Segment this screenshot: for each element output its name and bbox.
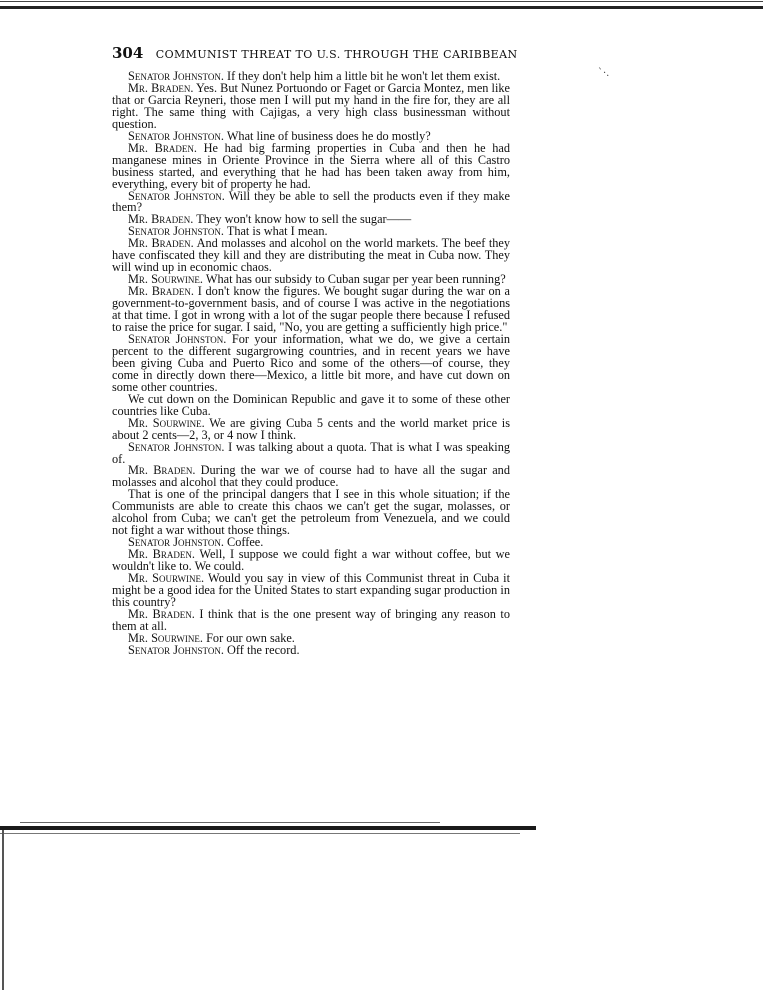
paragraph: [112, 549, 510, 573]
speech: For our own sake.: [206, 630, 295, 645]
paragraph: [112, 331, 511, 394]
speech: Will they be able to sell the products even if they make them?: [112, 188, 510, 215]
speech: They won't know how to sell the sugar——: [196, 212, 412, 227]
speaker: Senator Johnston.: [128, 188, 225, 203]
paragraph: [112, 642, 510, 657]
transcript-body: [112, 71, 510, 657]
speech: We cut down on the Dominican Republic and gave it to some of these other countries like Cuba.: [112, 391, 510, 418]
top-scan-line: [0, 1, 763, 2]
speech: Yes. But Nunez Portuondo or Faget or Garcia Montez, men like that or Garcia Reyneri, those men I will put my hand in the fire for, they are all right. The same thing with Cajigas, a very high class businessman without question.: [112, 80, 510, 131]
speaker: Mr. Braden.: [128, 463, 196, 478]
speech: During the war we of course had to have all the sugar and molasses and alcohol that they could produce.: [112, 463, 510, 490]
speech: What line of business does he do mostly?: [226, 128, 431, 143]
page-edge-shadow: [2, 830, 4, 990]
speech: Would you say in view of this Communist threat in Cuba it might be a good idea for the United States to start expanding sugar production in this country?: [112, 571, 511, 609]
top-border-rule: [0, 6, 763, 9]
paragraph: [112, 465, 510, 489]
paragraph: [112, 415, 511, 442]
speech: Off the record.: [227, 642, 300, 657]
speech: He had big farming properties in Cuba and then he had manganese mines in Oriente Province in the Sierra where all of this Castro business started, and everything that he had has been taken away from him, everything, every bit of property he had.: [112, 140, 510, 191]
speaker: Mr. Braden.: [128, 284, 194, 299]
paragraph: [112, 391, 510, 418]
speech: For your information, what we do, we give a certain percent to the different sugargrowing countries, and in recent years we have been giving Cuba and Puerto Rico and some of the others—of course, they come in directly down there—Mexico, a little bit more, and have cut down on some other countries.: [112, 331, 511, 394]
speech: If they don't help him a little bit he won't let them exist.: [227, 69, 501, 83]
speaker: Mr. Braden.: [128, 212, 194, 227]
speech: I was talking about a quota. That is what I was speaking of.: [112, 439, 510, 466]
speech: I don't know the figures. We bought sugar during the war on a government-to-government basis, and of course I was active in the negotiations at that time. I got in wrong with a lot of the sugar people there because I refused to raise the price for sugar. I said, "No, you are getting a sufficiently high price.": [112, 284, 510, 335]
speech: We are giving Cuba 5 cents and the world market price is about 2 cents—2, 3, or 4 now I think.: [112, 415, 511, 442]
bottom-border-rule: [0, 826, 536, 830]
speech: I think that is the one present way of bringing any reason to them at all.: [112, 606, 510, 633]
paragraph: [112, 188, 510, 215]
speaker: Mr. Braden.: [128, 140, 197, 155]
paragraph: [112, 80, 510, 131]
paragraph: [112, 573, 510, 609]
scan-line: [0, 833, 520, 834]
paragraph: [112, 489, 510, 537]
speaker: Senator Johnston.: [128, 331, 227, 346]
speaker: Mr. Sourwine.: [128, 630, 203, 645]
running-title: COMMUNIST THREAT TO U.S. THROUGH THE CARIBBEAN: [155, 48, 518, 61]
speaker: Senator Johnston.: [128, 224, 224, 239]
speaker: Mr. Braden.: [128, 80, 194, 95]
paragraph: [112, 238, 510, 274]
speaker: Senator Johnston.: [128, 642, 224, 657]
speech: And molasses and alcohol on the world markets. The beef they have confiscated they kill and they are distributing the meat in Cuba now. They will wind up in economic chaos.: [112, 236, 510, 275]
speaker: Senator Johnston.: [128, 69, 224, 83]
speaker: Senator Johnston.: [128, 128, 224, 143]
speech: Well, I suppose we could fight a war without coffee, but we wouldn't like to. We could.: [112, 547, 510, 574]
speaker: Mr. Sourwine.: [128, 272, 203, 287]
speech: That is one of the principal dangers that I see in this whole situation; if the Communists are able to create this chaos we can't get the sugar, molasses, or alcohol from Cuba; we can't get the petroleum from Venezuela, and we could not fight a war without those things.: [112, 487, 510, 538]
speech: That is what I mean.: [226, 224, 328, 239]
paragraph: [112, 140, 510, 191]
speaker: Mr. Braden.: [128, 236, 194, 251]
paragraph: [112, 606, 510, 633]
scan-speck: `·.: [598, 68, 610, 79]
speaker: Mr. Braden.: [128, 606, 195, 621]
speaker: Senator Johnston.: [128, 535, 224, 550]
page-header: [112, 44, 518, 62]
paragraph: [112, 286, 510, 334]
speech: Coffee.: [227, 535, 264, 550]
speech: What has our subsidy to Cuban sugar per year been running?: [205, 272, 506, 287]
paragraph: [112, 439, 510, 466]
speaker: Mr. Sourwine.: [128, 415, 205, 430]
scan-line: [20, 822, 440, 823]
speaker: Mr. Sourwine.: [128, 571, 205, 586]
speaker: Senator Johnston.: [128, 439, 225, 454]
speaker: Mr. Braden.: [128, 547, 195, 562]
page-number: 304: [112, 44, 144, 62]
